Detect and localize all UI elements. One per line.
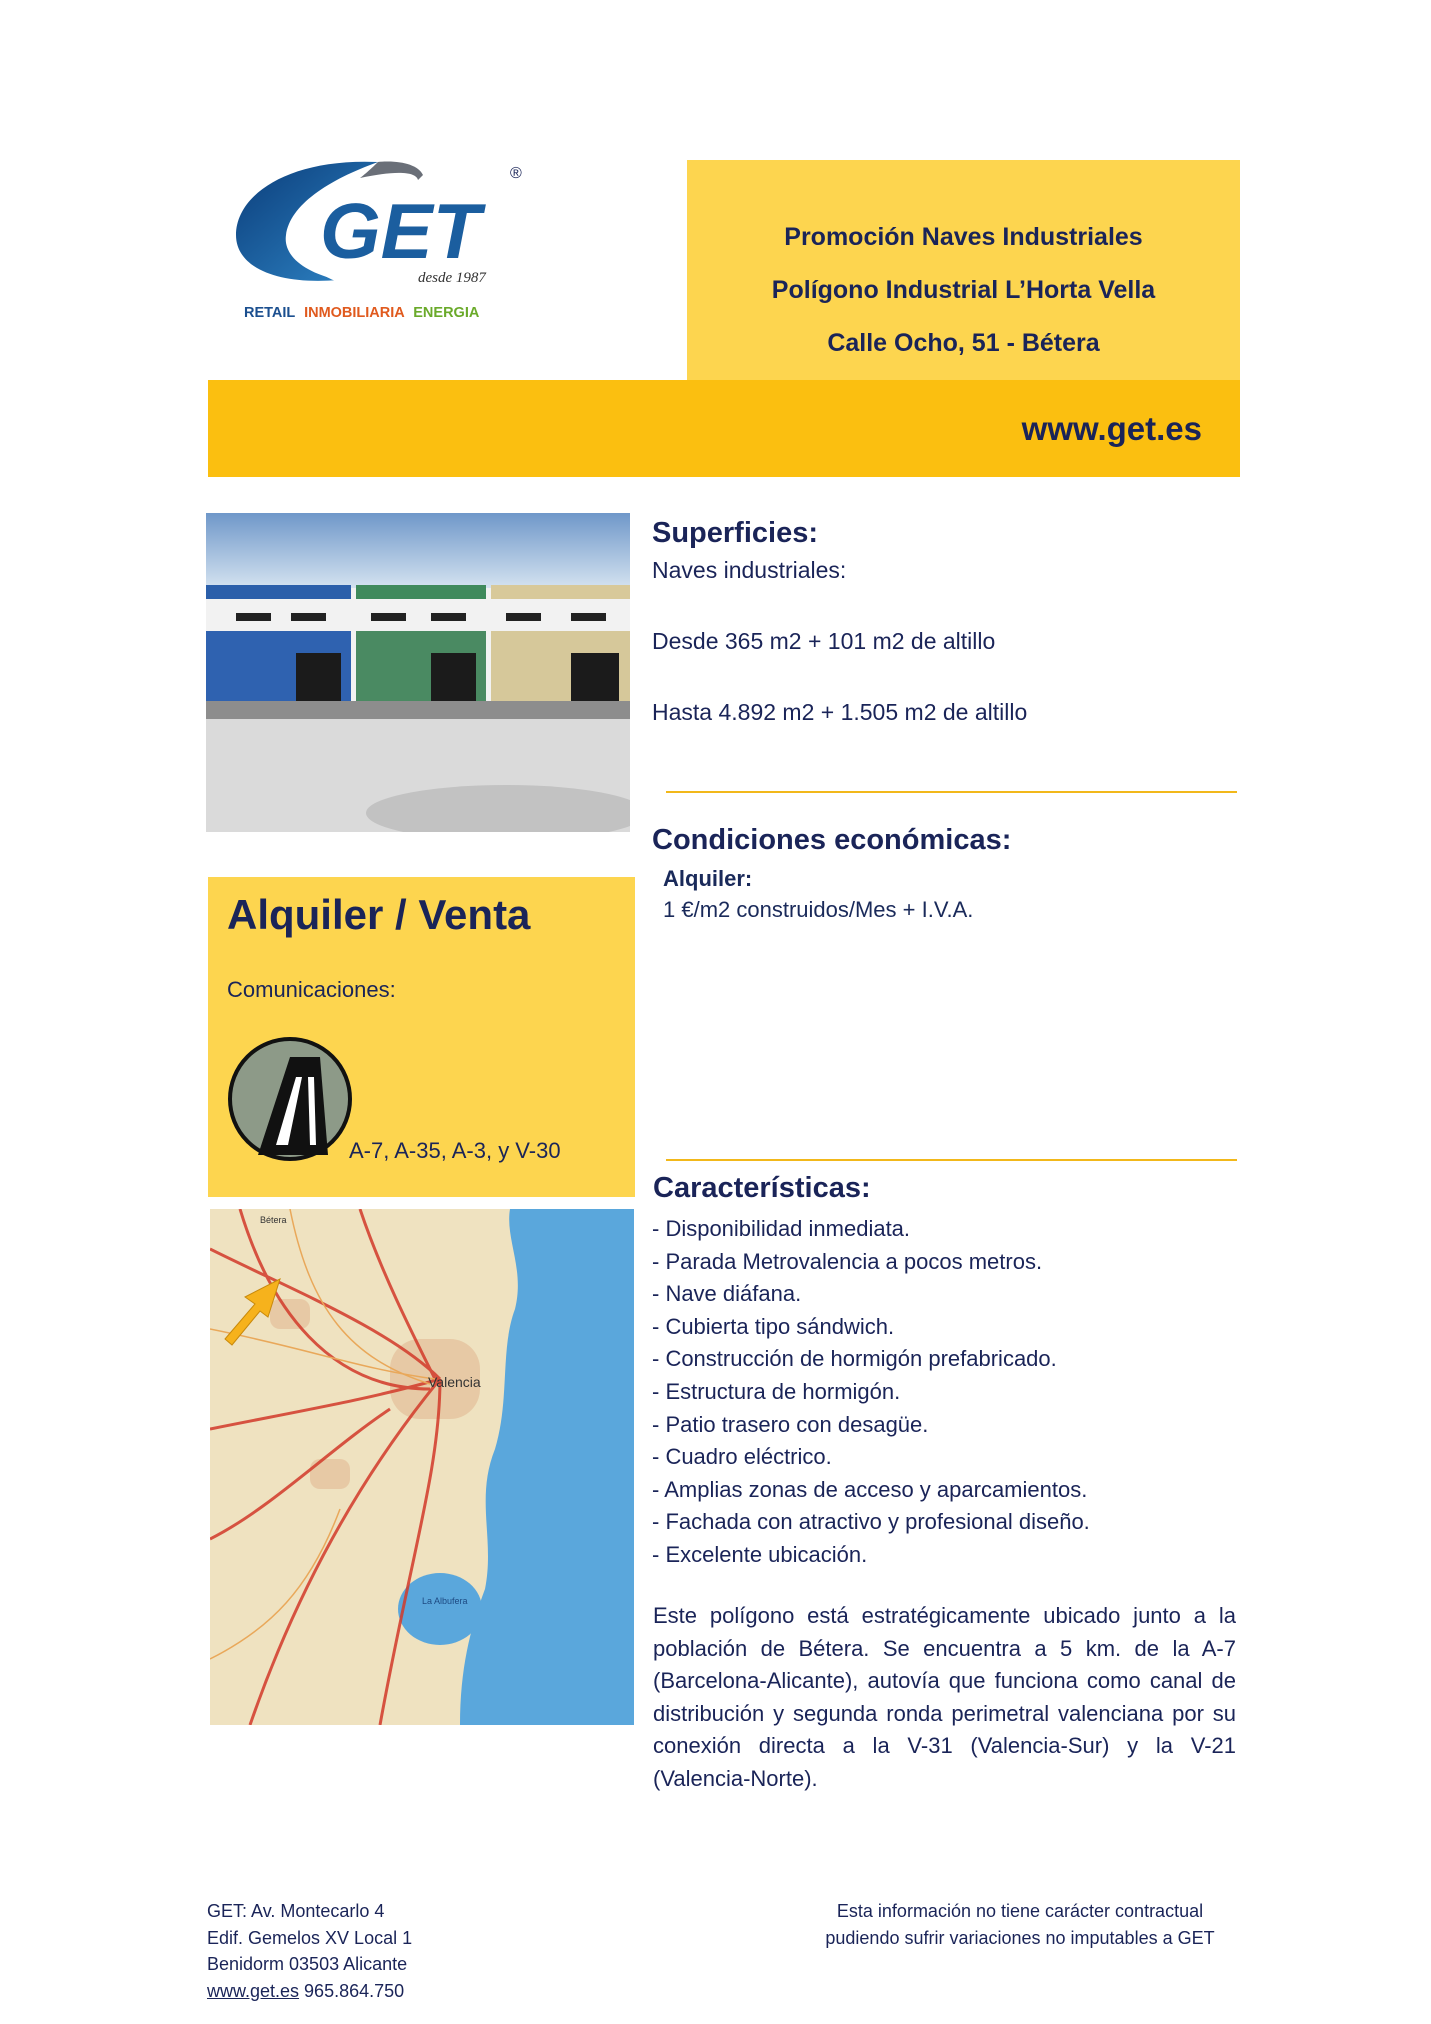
footer-website-link[interactable]: www.get.es (207, 1980, 300, 2001)
logo-registered: ® (510, 165, 522, 182)
footer-address-line: Benidorm 03503 Alicante (207, 1954, 408, 1974)
footer-address-line: Edif. Gemelos XV Local 1 (207, 1927, 413, 1948)
superficies-title: Superficies: (652, 517, 818, 549)
map-city-label: Valencia (428, 1374, 481, 1390)
logo-tagline-retail: RETAIL (244, 305, 296, 321)
header-box (687, 160, 1240, 380)
map-lake-label: La Albufera (422, 1596, 468, 1606)
list-item: - Cuadro eléctrico. (652, 1444, 832, 1470)
svg-text:RETAIL INMOBILIARIA EN (244, 305, 480, 321)
list-item: - Amplias zonas de acceso y aparcamientos. (652, 1476, 1088, 1502)
condiciones-subtitle: Alquiler: (663, 866, 753, 891)
disclaimer-line: pudiendo sufrir variaciones no imputables a GET (825, 1927, 1215, 1948)
get-logo (228, 150, 538, 325)
list-item: - Patio trasero con desagüe. (652, 1411, 929, 1437)
footer-disclaimer (790, 1898, 1250, 1951)
logo-text: GET (320, 187, 481, 275)
footer-contact (207, 1978, 412, 2005)
alquiler-venta-title: Alquiler / Venta (227, 891, 531, 938)
condiciones-title: Condiciones económicas: (652, 824, 1012, 856)
footer-address-line: GET: Av. Montecarlo 4 (207, 1901, 385, 1921)
list-item: - Cubierta tipo sándwich. (652, 1313, 895, 1339)
roads-list: A-7, A-35, A-3, y V-30 (349, 1138, 561, 1163)
superficies-desde: Desde 365 m2 + 101 m2 de altillo (652, 628, 996, 654)
map-town-label: Bétera (260, 1215, 287, 1225)
motorway-icon (228, 1037, 352, 1161)
website-bar (208, 380, 1240, 477)
comunicaciones-label: Comunicaciones: (227, 977, 396, 1002)
superficies-hasta: Hasta 4.892 m2 + 1.505 m2 de altillo (652, 699, 1028, 725)
caracteristicas-list (652, 1213, 1252, 1572)
footer-phone: 965.864.750 (299, 1980, 405, 2001)
divider (666, 1159, 1237, 1161)
header-line-promocion: Promoción Naves Industriales (784, 223, 1143, 251)
list-item: - Fachada con atractivo y profesional diseño. (652, 1509, 1090, 1535)
caracteristicas-title: Características: (653, 1172, 871, 1204)
warehouse-photo (206, 513, 630, 832)
location-map (210, 1209, 634, 1725)
logo-tagline-inmobiliaria: INMOBILIARIA (304, 305, 405, 321)
superficies-naves: Naves industriales: (652, 557, 847, 583)
list-item: - Construcción de hormigón prefabricado. (652, 1346, 1057, 1372)
disclaimer-line: Esta información no tiene carácter contractual (836, 1901, 1204, 1921)
location-paragraph: Este polígono está estratégicamente ubicado junto a la población de Bétera. Se encuentra a 5 km. de la A-7 (Barcelona-Alicante), autovía que funciona como canal de distribución y segunda ronda perimetral valenciana por su conexión directa a la V-31 (Valencia-Sur) y la V-21 (Valencia-Norte). (653, 1603, 1236, 1791)
logo-since: desde 1987 (418, 270, 486, 286)
footer-address (207, 1898, 412, 2004)
list-item: - Excelente ubicación. (652, 1541, 868, 1567)
list-item: - Parada Metrovalencia a pocos metros. (652, 1248, 1043, 1274)
list-item: - Estructura de hormigón. (652, 1378, 901, 1404)
logo-tagline-energia: ENERGIA (413, 305, 480, 321)
condiciones-price: 1 €/m2 construidos/Mes + I.V.A. (663, 897, 974, 922)
website-link[interactable]: www.get.es (1021, 410, 1202, 447)
header-line-poligono: Polígono Industrial L’Horta Vella (771, 276, 1156, 304)
list-item: - Nave diáfana. (652, 1281, 802, 1307)
divider (666, 791, 1237, 793)
header-line-address: Calle Ocho, 51 - Bétera (827, 329, 1100, 357)
alquiler-venta-box (208, 877, 635, 1197)
list-item: - Disponibilidad inmediata. (652, 1216, 911, 1241)
